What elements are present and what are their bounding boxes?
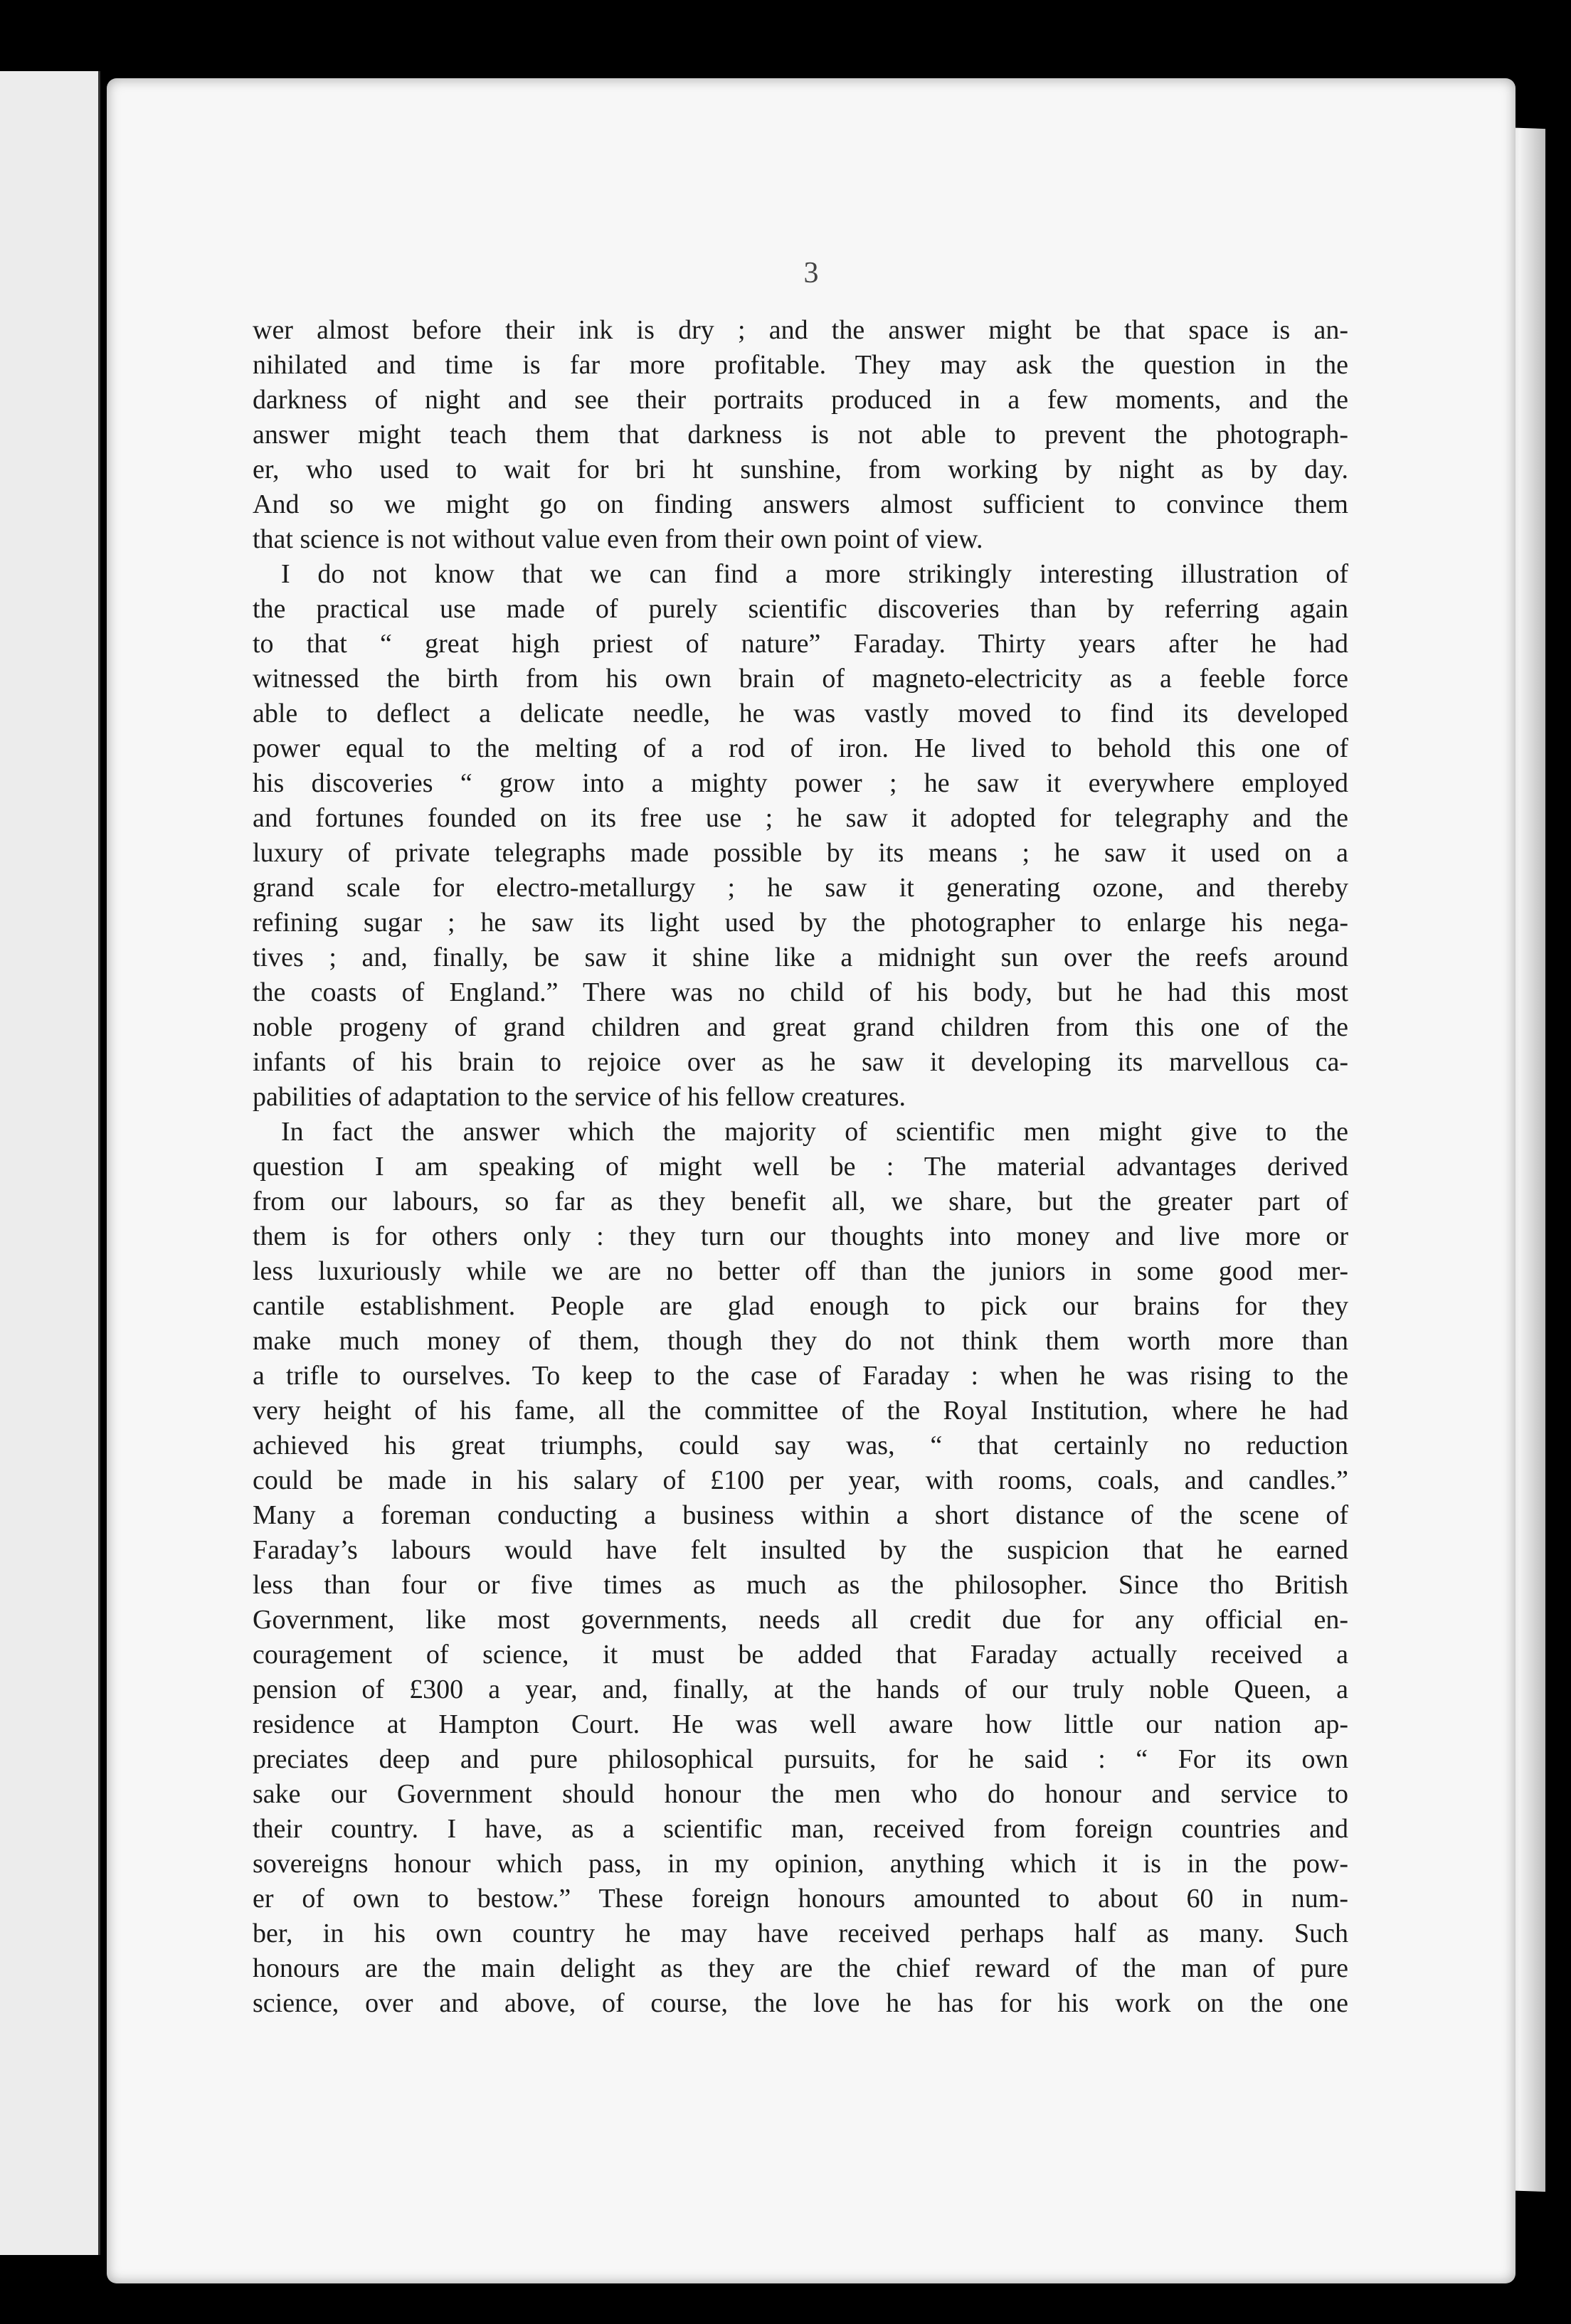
text-line: power equal to the melting of a rod of iron. He lived to behold this one of [253,733,1348,763]
text-line: honours are the main delight as they are the chief reward of the man of pure [253,1953,1348,1983]
text-line: preciates deep and pure philosophical pursuits, for he said : “ For its own [253,1744,1348,1774]
text-line: er, who used to wait for bri ht sunshine, from working by night as by day. [253,455,1348,484]
text-line: refining sugar ; he saw its light used by the photographer to enlarge his nega- [253,908,1348,938]
text-line: that science is not without value even from their own point of view. [253,524,983,554]
text-line: science, over and above, of course, the love he has for his work on the one [253,1988,1348,2018]
paragraph [253,557,1348,1115]
text-line: a trifle to ourselves. To keep to the case of Faraday : when he was rising to the [253,1361,1348,1391]
text-line: darkness of night and see their portraits produced in a few moments, and the [253,385,1348,415]
text-line: Many a foreman conducting a business within a short distance of the scene of [253,1500,1348,1530]
text-line: witnessed the birth from his own brain of magneto-electricity as a feeble force [253,664,1348,694]
text-line: er of own to bestow.” These foreign honours amounted to about 60 in num- [253,1884,1348,1914]
text-line: the coasts of England.” There was no child of his body, but he had this most [253,977,1348,1007]
page-number: 3 [803,257,819,290]
text-line: the practical use made of purely scientific discoveries than by referring again [253,594,1348,624]
text-line: noble progeny of grand children and great grand children from this one of the [253,1012,1348,1042]
text-line: I do not know that we can find a more strikingly interesting illustration of [281,559,1348,589]
text-line: less than four or five times as much as the philosopher. Since tho British [253,1570,1348,1600]
text-line: answer might teach them that darkness is not able to prevent the photograph- [253,420,1348,450]
text-line: them is for others only : they turn our thoughts into money and live more or [253,1221,1348,1251]
text-line: tives ; and, finally, be saw it shine like a midnight sun over the reefs around [253,943,1348,972]
text-line: pabilities of adaptation to the service of his fellow creatures. [253,1082,906,1112]
text-line: achieved his great triumphs, could say was, “ that certainly no reduction [253,1431,1348,1460]
text-line: couragement of science, it must be added that Faraday actually received a [253,1640,1348,1670]
text-line: infants of his brain to rejoice over as he saw it developing its marvellous ca- [253,1047,1348,1077]
text-line: And so we might go on finding answers almost sufficient to convince them [253,489,1348,519]
paragraph [253,1115,1348,2021]
text-line: In fact the answer which the majority of scientific men might give to the [281,1117,1348,1147]
text-line: Faraday’s labours would have felt insulted by the suspicion that he earned [253,1535,1348,1565]
text-line: less luxuriously while we are no better off than the juniors in some good mer- [253,1256,1348,1286]
text-line: pension of £300 a year, and, finally, at the hands of our truly noble Queen, a [253,1675,1348,1704]
text-line: grand scale for electro-metallurgy ; he saw it generating ozone, and thereby [253,873,1348,903]
text-line: sake our Government should honour the men who do honour and service to [253,1779,1348,1809]
text-line: to that “ great high priest of nature” Faraday. Thirty years after he had [253,629,1348,659]
text-line: nihilated and time is far more profitable. They may ask the question in the [253,350,1348,380]
text-line: from our labours, so far as they benefit all, we share, but the greater part of [253,1187,1348,1216]
text-line: residence at Hampton Court. He was well aware how little our nation ap- [253,1709,1348,1739]
text-line: sovereigns honour which pass, in my opinion, anything which it is in the pow- [253,1849,1348,1879]
text-line: able to deflect a delicate needle, he was vastly moved to find its developed [253,699,1348,728]
text-line: luxury of private telegraphs made possible by its means ; he saw it used on a [253,838,1348,868]
text-line: wer almost before their ink is dry ; and the answer might be that space is an- [253,315,1348,345]
text-line: cantile establishment. People are glad enough to pick our brains for they [253,1291,1348,1321]
text-line: Government, like most governments, needs all credit due for any official en- [253,1605,1348,1635]
text-line: and fortunes founded on its free use ; he saw it adopted for telegraphy and the [253,803,1348,833]
text-line: question I am speaking of might well be : The material advantages derived [253,1152,1348,1182]
text-line: their country. I have, as a scientific man, received from foreign countries and [253,1814,1348,1844]
adjacent-page-edge [0,71,100,2255]
text-line: make much money of them, though they do not think them worth more than [253,1326,1348,1356]
text-line: could be made in his salary of £100 per year, with rooms, coals, and candles.” [253,1465,1348,1495]
text-line: his discoveries “ grow into a mighty power ; he saw it everywhere employed [253,768,1348,798]
text-line: ber, in his own country he may have received perhaps half as many. Such [253,1919,1348,1948]
text-line: very height of his fame, all the committee of the Royal Institution, where he had [253,1396,1348,1426]
paragraph [253,313,1348,557]
body-text [253,313,1348,2021]
